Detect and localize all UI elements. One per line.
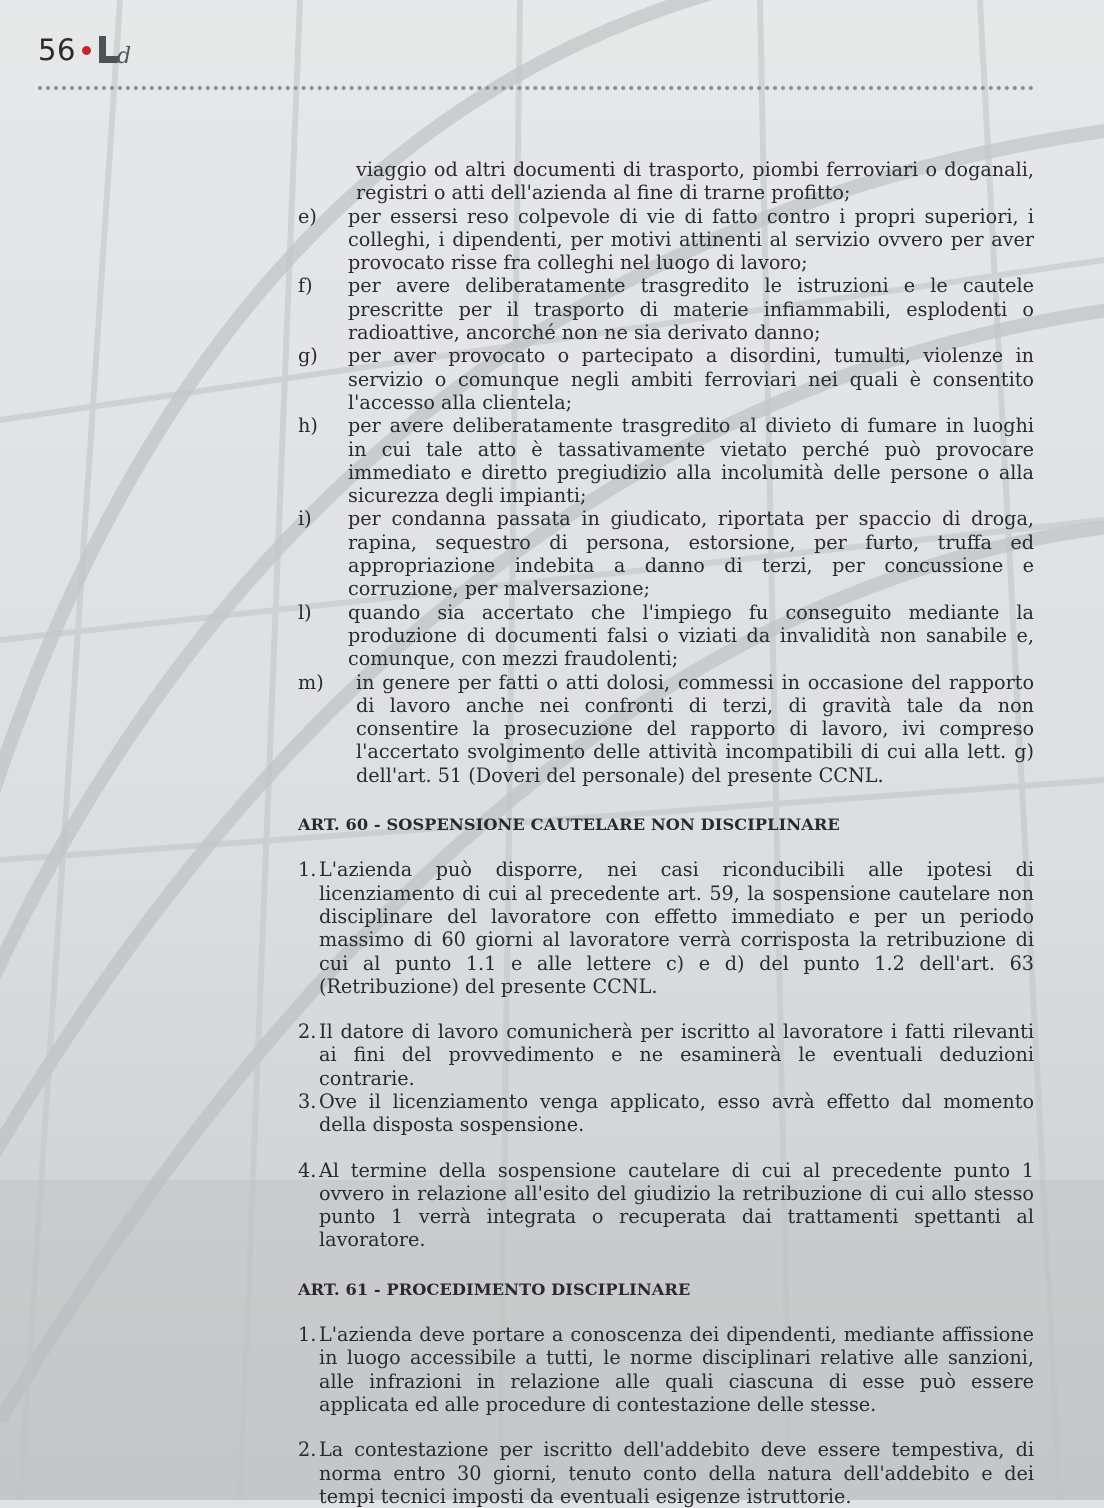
list-item: i) per condanna passata in giudicato, riportata per spaccio di droga, rapina, sequestro di persona, estorsione, per furto, truffa ed appropriazione indebita a danno di terzi, per concussione e corruzione, per malversazione; xyxy=(298,507,1034,601)
art60-point: 3. Ove il licenziamento venga applicato, esso avrà effetto dal momento della disposta sospensione. xyxy=(298,1089,1034,1137)
dotted-divider xyxy=(38,86,1034,90)
list-item: h) per avere deliberatamente trasgredito al divieto di fumare in luoghi in cui tale atto è tassativamente vietato perché può provocare immediato e diretto pregiudizio alla incolumità delle persone o alla sicurezza degli impianti; xyxy=(298,414,1034,508)
list-item: f) per avere deliberatamente trasgredito le istruzioni e le cautele prescritte per il trasporto di materie infiammabili, esplodenti o radioattive, ancorché non ne sia derivato danno; xyxy=(298,274,1034,345)
svg-text:d: d xyxy=(116,44,131,67)
art61-point: 1. L'azienda deve portare a conoscenza dei dipendenti, mediante affissione in luogo accessibile a tutti, le norme disciplinari relative alle sanzioni, alle infrazioni in relazione alle quali ciascuna di esse può essere applicata ed alle procedure di contestazione delle stesse. xyxy=(298,1323,1034,1416)
art60-point: 1. L'azienda può disporre, nei casi riconducibili alle ipotesi di licenziamento di cui al precedente art. 59, la sospensione cautelare non disciplinare del lavoratore con effetto immediato e per un periodo massimo di 60 giorni al lavoratore verrà corrisposta la retribuzione di cui al punto 1.1 e alle lettere c) e d) del punto 1.2 dell'art. 63 (Retribuzione) del presente CCNL. xyxy=(298,858,1034,998)
art60-heading: ART. 60 - SOSPENSIONE CAUTELARE NON DISCIPLINARE xyxy=(298,815,840,835)
document-body xyxy=(298,158,1034,1508)
art60-point: 2. Il datore di lavoro comunicherà per iscritto al lavoratore i fatti rilevanti ai fini del provvedimento e ne esaminerà le eventuali deduzioni contrarie. xyxy=(298,1020,1034,1090)
list-item: m) in genere per fatti o atti dolosi, commessi in occasione del rapporto di lavoro anche nei confronti di terzi, di gravità tale da non consentire la prosecuzione del rapporto di lavoro, ivi compreso l'accertato svolgimento delle attività incompatibili di cui alla lett. g) dell'art. 51 (Doveri del personale) del presente CCNL. xyxy=(298,670,1034,787)
art61-heading: ART. 61 - PROCEDIMENTO DISCIPLINARE xyxy=(298,1279,691,1299)
page-number: 56 xyxy=(38,33,76,67)
ld-logo xyxy=(97,33,141,67)
page-header xyxy=(38,28,141,72)
art61-point: 2. La contestazione per iscritto dell'addebito deve essere tempestiva, di norma entro 30 giorni, tenuto conto della natura dell'addebito e dei tempi tecnici imposti da eventuali esigenze istruttorie. xyxy=(298,1438,1034,1508)
continuation-text: viaggio od altri documenti di trasporto, piombi ferroviari o doganali, registri o atti dell'azienda al fine di trarne profitto; xyxy=(356,158,1034,205)
list-item: l) quando sia accertato che l'impiego fu conseguito mediante la produzione di documenti falsi o viziati da invalidità non sanabile e, comunque, con mezzi fraudolenti; xyxy=(298,600,1034,671)
art60-point: 4. Al termine della sospensione cautelare di cui al precedente punto 1 ovvero in relazione all'esito del giudizio la retribuzione di cui allo stesso punto 1 verrà integrata o recuperata dai trattamenti spettanti al lavoratore. xyxy=(298,1158,1034,1252)
red-dot-icon xyxy=(82,46,91,55)
list-item: e) per essersi reso colpevole di vie di fatto contro i propri superiori, i colleghi, i dipendenti, per motivi attinenti al servizio ovvero per aver provocato risse fra colleghi nel luogo di lavoro; xyxy=(298,204,1034,275)
list-item: g) per aver provocato o partecipato a disordini, tumulti, violenze in servizio o comunque negli ambiti ferroviari nei quali è consentito l'accesso alla clientela; xyxy=(298,344,1034,414)
